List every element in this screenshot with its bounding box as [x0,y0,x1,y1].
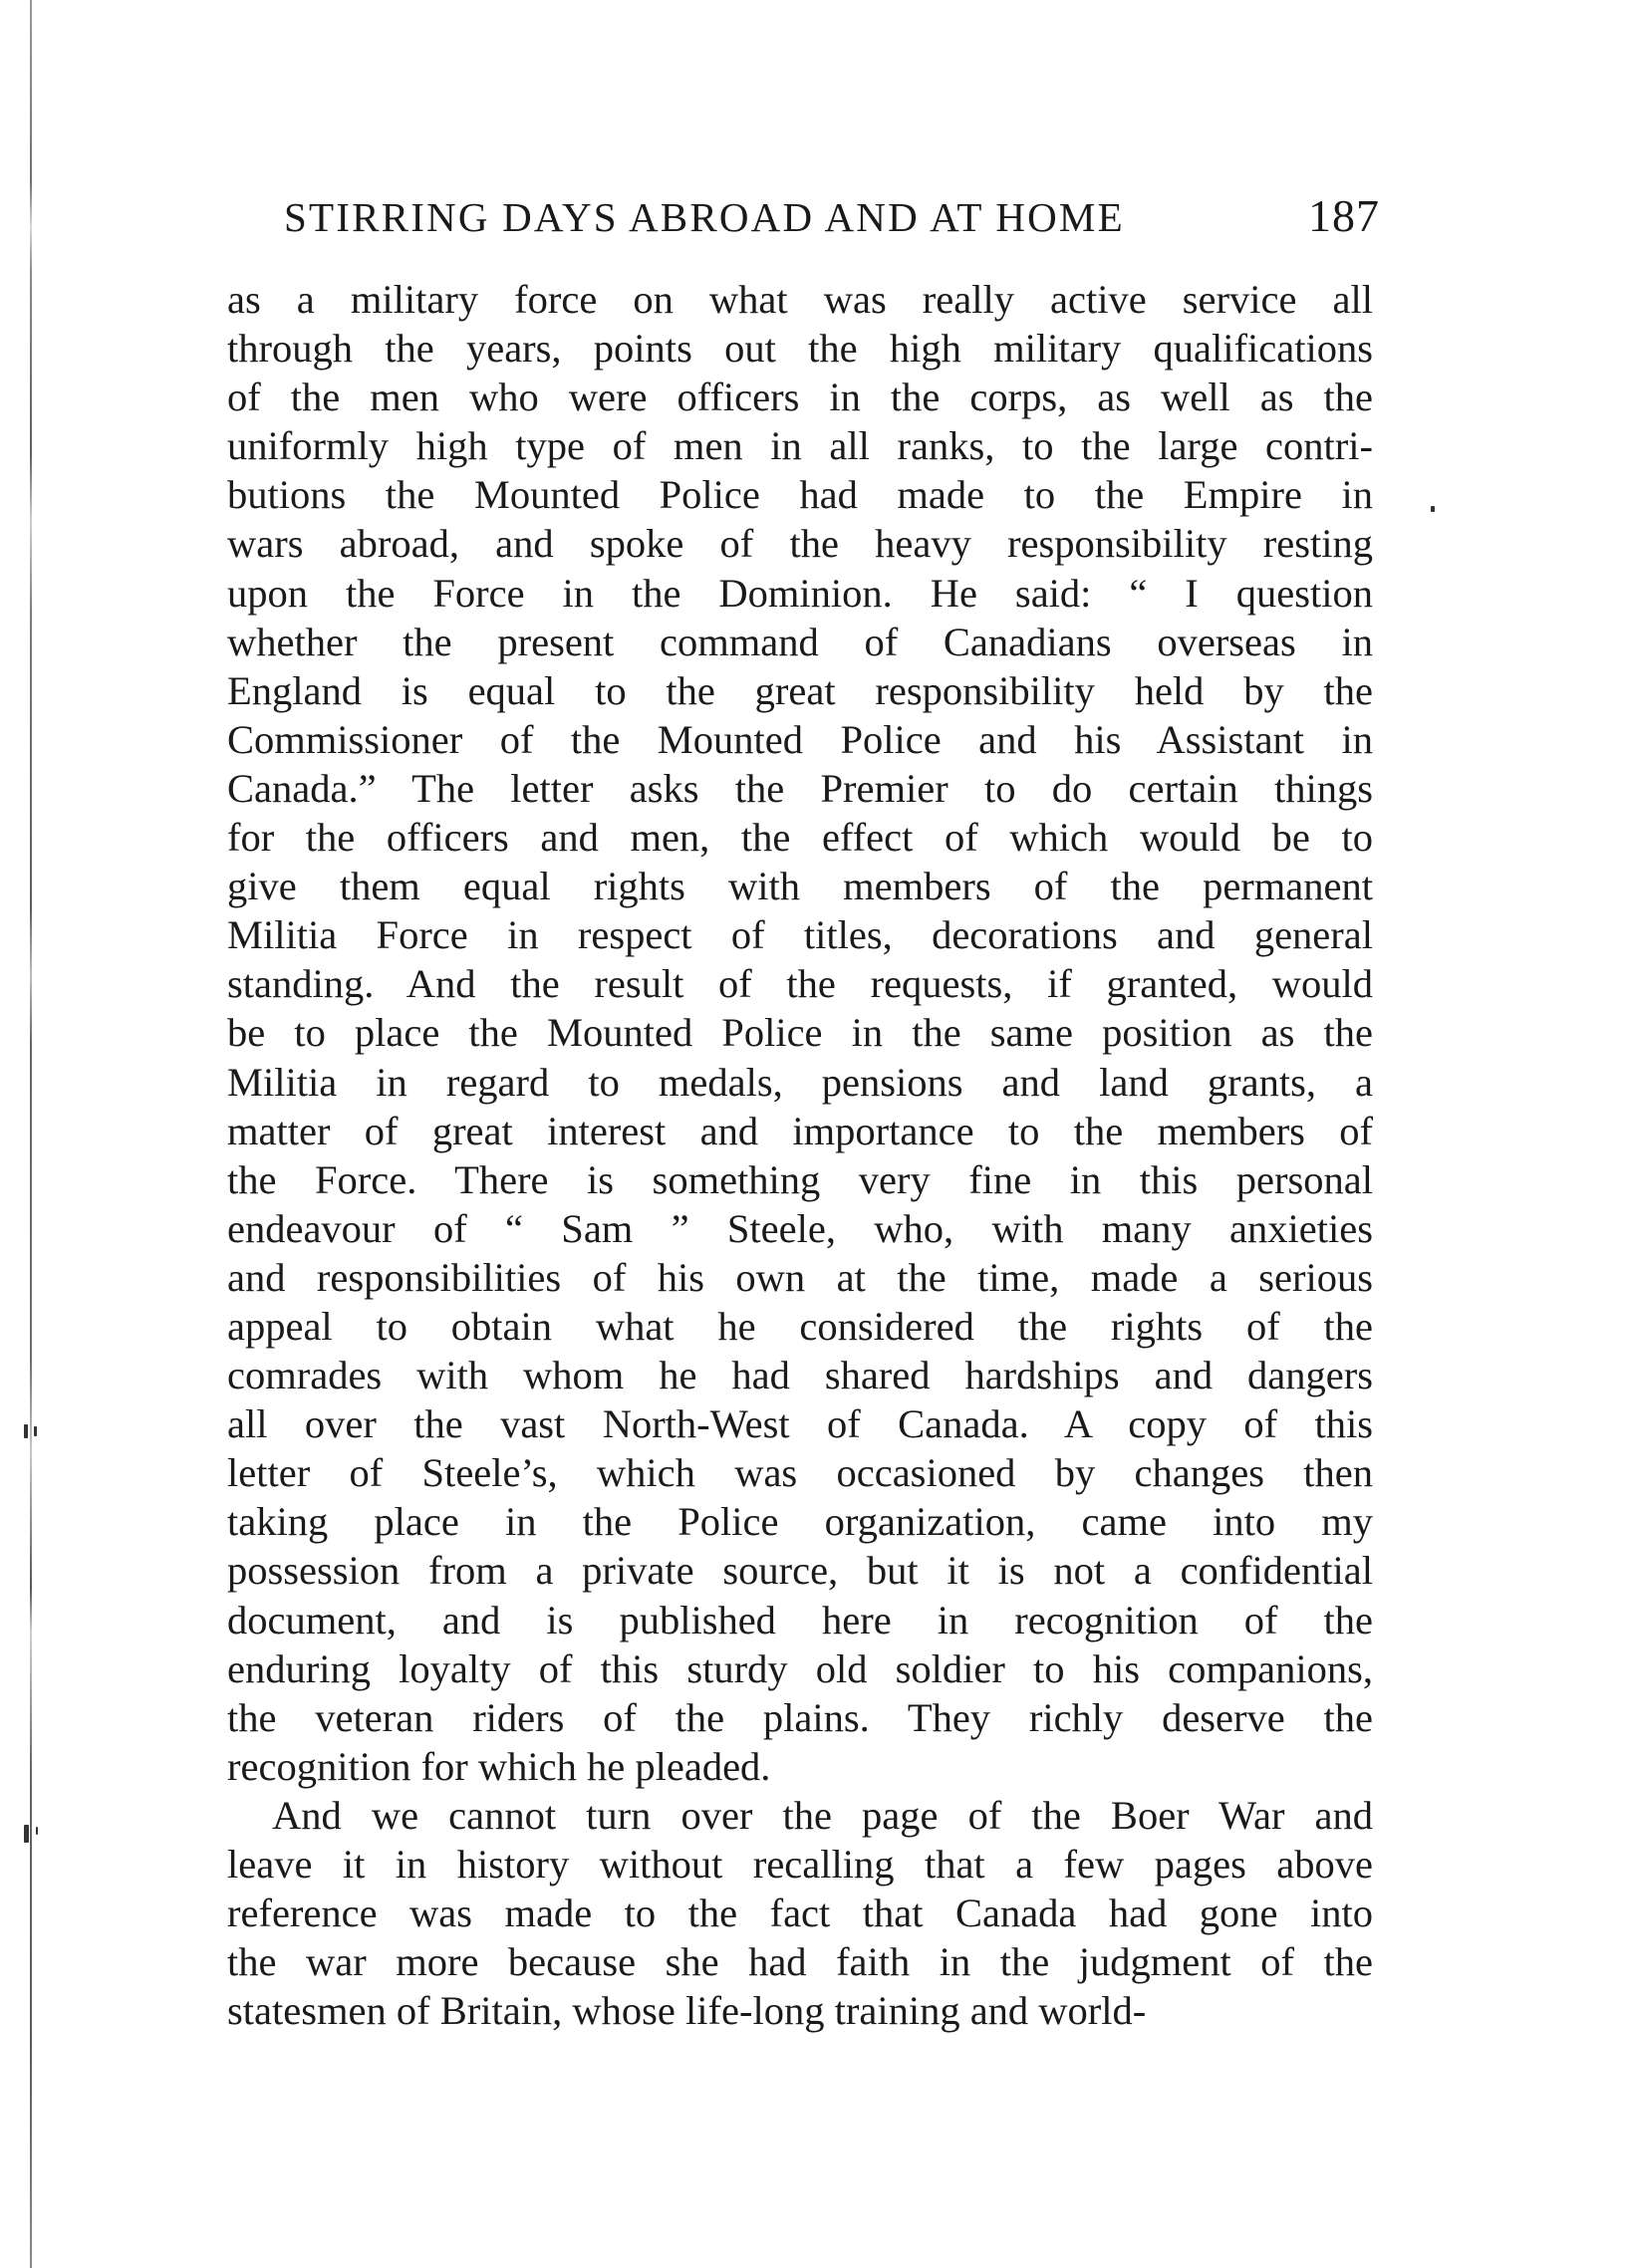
text-line: recognition for which he pleaded. [227,1743,771,1789]
body-text [227,275,1373,2035]
text-line: enduring loyalty of this sturdy old soldier to his companions, [227,1645,1373,1691]
text-line: whether the present command of Canadians overseas in [227,619,1373,664]
scan-speck [36,1827,38,1835]
text-line: Commissioner of the Mounted Police and his Assistant in [227,716,1373,762]
scan-speck [24,1825,29,1843]
scan-speck [34,1426,37,1436]
text-line: uniformly high type of men in all ranks, to the large contri- [227,423,1373,469]
text-line: the war more because she had faith in the judgment of the [227,1939,1373,1985]
text-line: Militia Force in respect of titles, decorations and general [227,912,1373,958]
text-line: taking place in the Police organization, came into my [227,1499,1373,1545]
text-line: appeal to obtain what he considered the rights of the [227,1303,1373,1349]
text-line: matter of great interest and importance to the members of [227,1108,1373,1153]
text-line: butions the Mounted Police had made to the Empire in [227,472,1373,518]
text-line: the Force. There is something very fine in this personal [227,1156,1373,1202]
text-line: statesmen of Britain, whose life-long training and world- [227,1988,1147,2034]
text-line: standing. And the result of the requests, if granted, would [227,961,1373,1007]
scan-speck [1431,506,1435,512]
text-line: upon the Force in the Dominion. He said: “ I question [227,570,1373,616]
text-line: all over the vast North-West of Canada. A copy of this [227,1401,1373,1447]
text-line: Militia in regard to medals, pensions and land grants, a [227,1059,1373,1105]
text-line: letter of Steele’s, which was occasioned by changes then [227,1450,1373,1496]
running-head [284,189,1380,249]
text-line: be to place the Mounted Police in the same position as the [227,1010,1373,1056]
paragraph [227,275,1373,1791]
running-title: STIRRING DAYS ABROAD AND AT HOME [284,194,1125,240]
text-line: reference was made to the fact that Canada had gone into [227,1890,1373,1936]
text-line: for the officers and men, the effect of which would be to [227,815,1373,861]
text-line: comrades with whom he had shared hardships and dangers [227,1353,1373,1398]
text-line: as a military force on what was really active service all [227,277,1373,322]
binding-edge [30,0,32,2268]
page-number: 187 [1308,190,1380,241]
text-line: of the men who were officers in the corps, as well as the [227,375,1373,420]
text-line: endeavour of “ Sam ” Steele, who, with many anxieties [227,1205,1373,1251]
text-line: possession from a private source, but it is not a confidential [227,1548,1373,1594]
text-line: and responsibilities of his own at the time, made a serious [227,1254,1373,1300]
text-line: through the years, points out the high military qualifications [227,326,1373,372]
text-line: England is equal to the great responsibility held by the [227,667,1373,713]
text-line: And we cannot turn over the page of the Boer War and [272,1792,1373,1838]
text-line: give them equal rights with members of the permanent [227,864,1373,909]
text-line: document, and is published here in recognition of the [227,1597,1373,1642]
paragraph [227,1791,1373,2035]
text-line: the veteran riders of the plains. They richly deserve the [227,1694,1373,1740]
scan-speck [24,1424,28,1438]
text-line: Canada.” The letter asks the Premier to do certain things [227,765,1373,811]
text-line: wars abroad, and spoke of the heavy responsibility resting [227,521,1373,567]
text-line: leave it in history without recalling that a few pages above [227,1842,1373,1887]
